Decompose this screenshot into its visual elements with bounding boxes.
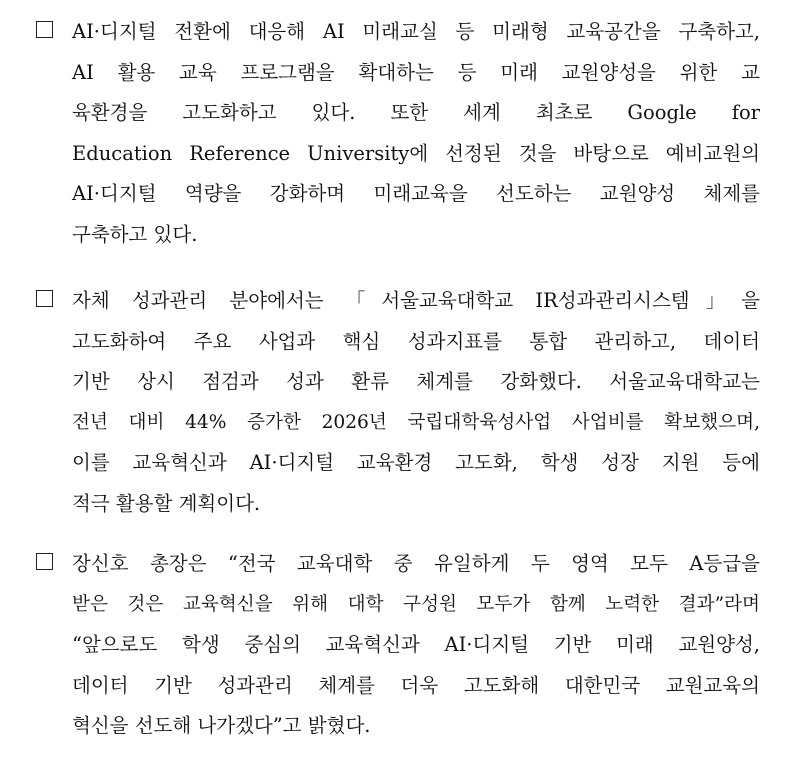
- paragraph-text: [72, 281, 760, 525]
- text-line: 데이터 기반 성과관리 체계를 더욱 고도화해 대한민국 교원교육의: [72, 673, 760, 697]
- checkbox-bullet-icon: [36, 553, 53, 570]
- text-line: 고도화하여 주요 사업과 핵심 성과지표를 통합 관리하고, 데이터: [72, 329, 760, 353]
- text-line: 장신호 총장은 “전국 교육대학 중 유일하게 두 영역 모두 A등급을: [72, 552, 760, 575]
- text-line: 구축하고 있다.: [72, 222, 198, 246]
- paragraph-text: [72, 12, 760, 256]
- text-line: 육환경을 고도화하고 있다. 또한 세계 최초로 Google for: [72, 101, 760, 125]
- text-line: 혁신을 선도해 나가겠다”고 밝혔다.: [72, 714, 371, 738]
- text-line: AI 활용 교육 프로그램을 확대하는 등 미래 교원양성을 위한 교: [72, 60, 760, 84]
- text-line: 받은 것은 교육혁신을 위해 대학 구성원 모두가 함께 노력한 결과”라며: [72, 593, 760, 615]
- text-line: AI·디지털 역량을 강화하며 미래교육을 선도하는 교원양성 체제를: [72, 182, 760, 206]
- text-line: 전년 대비 44% 증가한 2026년 국립대학육성사업 사업비를 확보했으며,: [72, 411, 760, 433]
- paragraph-text: [72, 544, 760, 747]
- text-line: Education Reference University에 선정된 것을 바탕으로 예비교원의: [72, 141, 760, 165]
- text-line: AI·디지털 전환에 대응해 AI 미래교실 등 미래형 교육공간을 구축하고,: [72, 20, 760, 43]
- text-line: 자체 성과관리 분야에서는 「서울교육대학교 IR성과관리시스템」을: [72, 289, 760, 312]
- text-line: 기반 상시 점검과 성과 환류 체계를 강화했다. 서울교육대학교는: [72, 370, 760, 394]
- text-line: 적극 활용할 계획이다.: [72, 491, 261, 515]
- text-line: 이를 교육혁신과 AI·디지털 교육환경 고도화, 학생 성장 지원 등에: [72, 451, 760, 475]
- checkbox-bullet-icon: [36, 290, 53, 307]
- text-line: “앞으로도 학생 중심의 교육혁신과 AI·디지털 기반 미래 교원양성,: [72, 633, 760, 657]
- checkbox-bullet-icon: [36, 21, 53, 38]
